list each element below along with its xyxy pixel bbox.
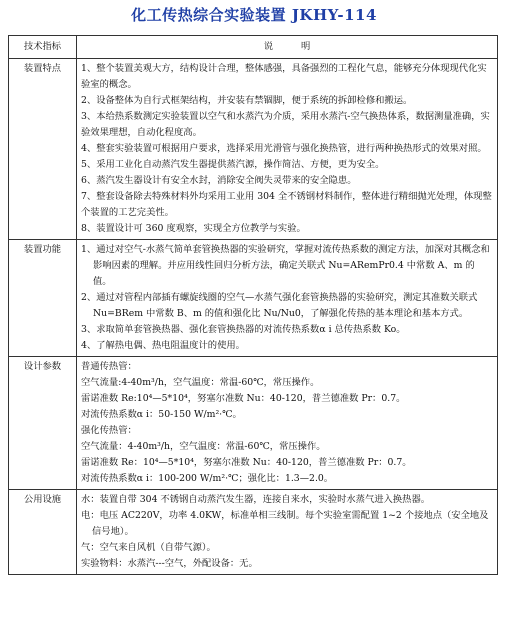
- list-item: 雷诺准数 Re:10⁴—5*10⁴，努塞尔准数 Nu：40-120，普兰德准数 Pr：0.7。: [81, 393, 406, 404]
- table-header-row: [9, 36, 498, 59]
- list-item: 对流传热系数α i：50-150 W/m²·℃。: [81, 409, 242, 420]
- list-item: 2、通过对管程内部插有螺旋线圈的空气—水蒸气强化套管换热器的实验研究，测定其准数关联式 Nu=BRem 中常数 B、m 的值和强化比 Nu/Nu0，了解强化传热的基本理论和基本方式。: [81, 292, 478, 319]
- list-item: 7、整套设备除去特殊材料外均采用工业用 304 全不锈钢材料制作，整体进行精细抛光处理，体现整个装置的工艺完美性。: [81, 191, 492, 218]
- row-content: [77, 490, 498, 575]
- list-item: 8、装置设计可 360 度观察，实现全方位教学与实验。: [81, 223, 306, 234]
- list-item: 5、采用工业化自动蒸汽发生器提供蒸汽源，操作简洁、方便，更为安全。: [81, 159, 385, 170]
- list-item: 普通传热管：: [81, 361, 137, 372]
- list-item: 电：电压 AC220V，功率 4.0KW，标准单相三线制。每个实验室需配置 1~2 个接地点（安全地及信号地）。: [81, 510, 489, 537]
- spec-table: [8, 35, 498, 575]
- list-item: 6、蒸汽发生器设计有安全水封，消除安全阀失灵带来的安全隐患。: [81, 175, 357, 186]
- row-label: 公用设施: [9, 490, 77, 575]
- list-item: 4、了解热电偶、热电阻温度计的使用。: [81, 340, 245, 351]
- list-item: 1、整个装置美观大方，结构设计合理，整体感强，具备强烈的工程化气息，能够充分体现现代化实验室的概念。: [81, 63, 487, 90]
- list-item: 3、本给热系数测定实验装置以空气和水蒸汽为介质，采用水蒸汽-空气换热体系，数据测量准确，实验效果理想，自动化程度高。: [81, 111, 490, 138]
- list-item: 空气流量:4-40m³/h，空气温度：常温-60℃，常压操作。: [81, 377, 320, 388]
- list-item: 空气流量：4-40m³/h，空气温度：常温-60℃，常压操作。: [81, 441, 326, 452]
- row-functions: [9, 240, 498, 357]
- row-content: [77, 240, 498, 357]
- list-item: 4、整套实验装置可根据用户要求，选择采用光滑管与强化换热管，进行两种换热形式的效果对照。: [81, 143, 487, 154]
- list-item: 水：装置自带 304 不锈钢自动蒸汽发生器，连接自来水，实验时水蒸气进入换热器。: [81, 494, 431, 505]
- row-label: 装置功能: [9, 240, 77, 357]
- header-spec: 技术指标: [9, 36, 77, 59]
- list-item: 雷诺准数 Re：10⁴—5*10⁴，努塞尔准数 Nu：40-120，普兰德准数 Pr：0.7。: [81, 457, 412, 468]
- page-title: 化工传热综合实验装置 JKHY-114: [131, 6, 377, 24]
- row-content: [77, 59, 498, 240]
- header-description: 说 明: [77, 36, 498, 59]
- list-item: 气：空气来自风机（自带气源）。: [81, 542, 216, 553]
- row-label: 装置特点: [9, 59, 77, 240]
- row-design-params: [9, 357, 498, 490]
- list-item: 3、求取简单套管换热器、强化套管换热器的对流传热系数α i 总传热系数 Ko。: [81, 324, 406, 335]
- row-utilities: [9, 490, 498, 575]
- list-item: 对流传热系数α i：100-200 W/m²·℃；强化比：1.3—2.0。: [81, 473, 334, 484]
- list-item: 强化传热管：: [81, 425, 137, 436]
- list-item: 实验物料：水蒸汽---空气，外配设备：无。: [81, 558, 258, 569]
- row-content: [77, 357, 498, 490]
- row-features: [9, 59, 498, 240]
- list-item: 2、设备整体为自行式框架结构，并安装有禁锢脚，便于系统的拆卸检修和搬运。: [81, 95, 413, 106]
- row-label: 设计参数: [9, 357, 77, 490]
- list-item: 1、通过对空气-水蒸气简单套管换热器的实验研究，掌握对流传热系数的测定方法，加深对其概念和影响因素的理解。并应用线性回归分析方法，确定关联式 Nu=ARemPr0.4 中常数 A、m 的值。: [81, 244, 490, 287]
